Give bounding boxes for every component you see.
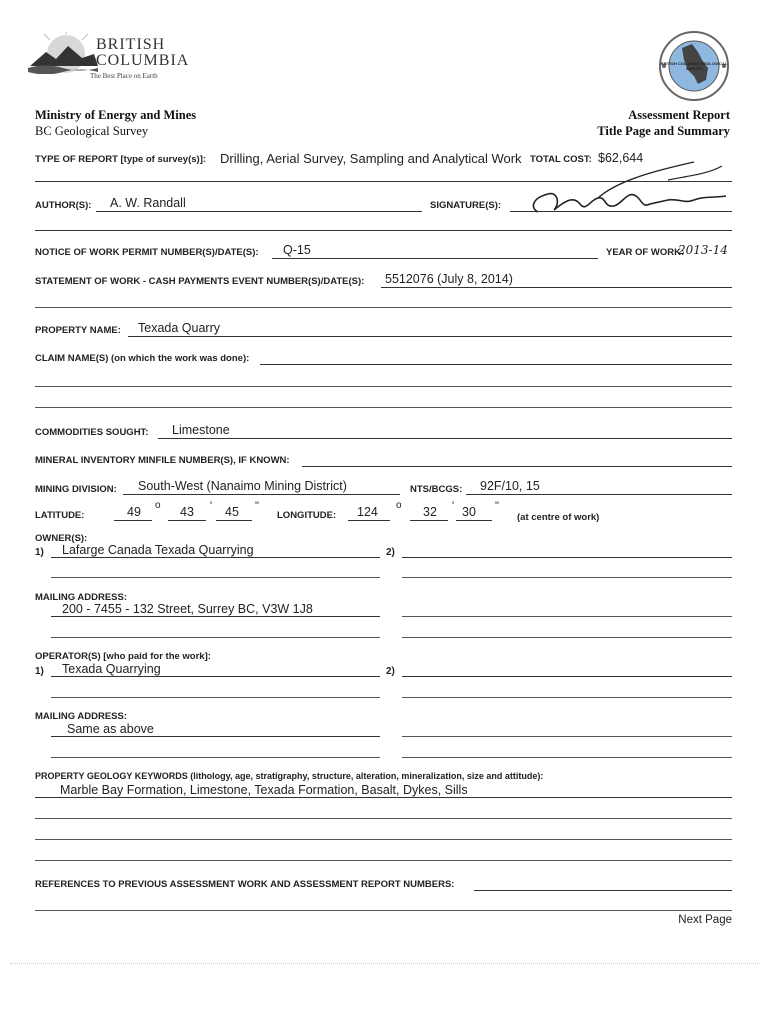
latitude-seconds[interactable]: 45: [225, 505, 239, 519]
references-label: REFERENCES TO PREVIOUS ASSESSMENT WORK AND ASSESSMENT REPORT NUMBERS:: [35, 879, 455, 890]
author-value[interactable]: A. W. Randall: [110, 196, 186, 210]
statement-line: [381, 287, 732, 288]
mailing-address-value[interactable]: 200 - 7455 - 132 Street, Surrey BC, V3W 1J8: [62, 602, 313, 616]
longitude-minutes[interactable]: 32: [423, 505, 437, 519]
minfile-label: MINERAL INVENTORY MINFILE NUMBER(S), IF KNOWN:: [35, 455, 290, 466]
references-line-1: [474, 890, 732, 891]
mailing-2-line-1: [51, 736, 380, 737]
operator-1-line: [51, 676, 380, 677]
author-label: AUTHOR(S):: [35, 200, 92, 211]
mining-division-line: [123, 494, 400, 495]
owner-1-number: 1): [35, 547, 44, 558]
year-of-work-label: YEAR OF WORK:: [606, 247, 685, 258]
geology-keywords-value[interactable]: Marble Bay Formation, Limestone, Texada Formation, Basalt, Dykes, Sills: [60, 783, 468, 797]
permit-value[interactable]: Q-15: [283, 243, 311, 257]
claim-line-1: [260, 364, 732, 365]
operator-2-line: [402, 676, 732, 677]
minfile-line: [302, 466, 732, 467]
mailing-line-2: [402, 616, 732, 617]
mailing-2-line-3: [51, 757, 380, 758]
bc-logo: [28, 30, 198, 84]
operator-2-number: 2): [386, 666, 395, 677]
nts-label: NTS/BCGS:: [410, 484, 463, 495]
commodities-label: COMMODITIES SOUGHT:: [35, 427, 149, 438]
operator-1-value[interactable]: Texada Quarrying: [62, 662, 161, 676]
permit-label: NOTICE OF WORK PERMIT NUMBER(S)/DATE(S):: [35, 247, 259, 258]
owner-2-number: 2): [386, 547, 395, 558]
logo-name-line2: COLUMBIA: [96, 52, 190, 69]
geology-line-4: [35, 860, 732, 861]
lat-deg-line: [114, 520, 152, 521]
logo-tagline: The Best Place on Earth: [90, 72, 158, 80]
longitude-seconds[interactable]: 30: [462, 505, 476, 519]
operator-2-extra-line: [402, 697, 732, 698]
mailing-line-3: [51, 637, 380, 638]
logo-name-line1: BRITISH: [96, 36, 166, 53]
commodities-line: [158, 438, 732, 439]
report-title-1: Assessment Report: [628, 108, 730, 122]
year-of-work-value[interactable]: 2013-14: [678, 243, 728, 257]
references-line-2: [35, 910, 732, 911]
next-page-link[interactable]: Next Page: [678, 914, 732, 926]
total-cost-value[interactable]: $62,644: [598, 151, 644, 165]
latitude-minutes[interactable]: 43: [180, 505, 194, 519]
permit-line: [272, 258, 598, 259]
lon-min-line: [410, 520, 448, 521]
lon-deg-line: [348, 520, 390, 521]
ministry-name: Ministry of Energy and Mines: [35, 108, 197, 122]
longitude-label: LONGITUDE:: [277, 510, 337, 521]
latitude-label: LATITUDE:: [35, 510, 85, 521]
sun-mountain-icon: [28, 32, 98, 74]
blank-line: [35, 307, 732, 308]
statement-value[interactable]: 5512076 (July 8, 2014): [385, 272, 513, 286]
geology-keywords-label: PROPERTY GEOLOGY KEYWORDS (lithology, age, stratigraphy, structure, alteration, mineralization, size and attitude):: [35, 771, 544, 781]
section-divider: [35, 230, 732, 231]
owner-1-extra-line: [51, 577, 380, 578]
property-name-value[interactable]: Texada Quarry: [138, 321, 220, 335]
signature-scribble: [518, 160, 748, 220]
mailing-2-line-4: [402, 757, 732, 758]
second-symbol: ": [495, 500, 499, 512]
survey-name: BC Geological Survey: [35, 124, 149, 138]
centre-of-work-note: (at centre of work): [517, 512, 600, 523]
minute-symbol: ': [452, 500, 455, 512]
commodities-value[interactable]: Limestone: [172, 423, 230, 437]
total-cost-label: TOTAL COST:: [530, 154, 592, 165]
author-line: [96, 211, 422, 212]
geology-line-1: [35, 797, 732, 798]
degree-symbol: o: [396, 500, 402, 511]
claim-line-2: [35, 386, 732, 387]
nts-line: [466, 494, 732, 495]
mailing-address-2-label: MAILING ADDRESS:: [35, 711, 128, 722]
operators-label: OPERATOR(S) [who paid for the work]:: [35, 651, 211, 662]
owner-2-extra-line: [402, 577, 732, 578]
latitude-degrees[interactable]: 49: [127, 505, 141, 519]
operator-1-extra-line: [51, 697, 380, 698]
mailing-address-label: MAILING ADDRESS:: [35, 592, 128, 603]
type-of-report-label: TYPE OF REPORT [type of survey(s)]:: [35, 154, 207, 165]
longitude-degrees[interactable]: 124: [357, 505, 378, 519]
report-title-2: Title Page and Summary: [597, 124, 730, 138]
signature-label: SIGNATURE(S):: [430, 200, 502, 211]
mailing-address-2-value[interactable]: Same as above: [67, 722, 154, 736]
mailing-line-1: [51, 616, 380, 617]
owner-1-value[interactable]: Lafarge Canada Texada Quarrying: [62, 543, 254, 557]
geology-line-2: [35, 818, 732, 819]
lat-min-line: [168, 520, 206, 521]
degree-symbol: o: [155, 500, 161, 511]
mining-division-label: MINING DIVISION:: [35, 484, 117, 495]
owners-label: OWNER(S):: [35, 533, 88, 544]
nts-value[interactable]: 92F/10, 15: [480, 479, 540, 493]
mailing-2-line-2: [402, 736, 732, 737]
minute-symbol: ': [210, 500, 213, 512]
geological-survey-seal: [658, 30, 730, 102]
scan-edge: [10, 963, 760, 964]
mailing-line-4: [402, 637, 732, 638]
property-line: [128, 336, 732, 337]
seal-text: BRITISH COLUMBIA GEOLOGICAL SURVEY: [660, 61, 728, 71]
lon-sec-line: [456, 520, 492, 521]
property-name-label: PROPERTY NAME:: [35, 325, 121, 336]
type-of-report-value[interactable]: Drilling, Aerial Survey, Sampling and Analytical Work: [220, 151, 522, 166]
claim-names-label: CLAIM NAME(S) (on which the work was done):: [35, 353, 250, 364]
owner-2-line: [402, 557, 732, 558]
geology-line-3: [35, 839, 732, 840]
owner-1-line: [51, 557, 380, 558]
lat-sec-line: [216, 520, 252, 521]
mining-division-value[interactable]: South-West (Nanaimo Mining District): [138, 479, 347, 493]
statement-label: STATEMENT OF WORK - CASH PAYMENTS EVENT NUMBER(S)/DATE(S):: [35, 276, 365, 287]
second-symbol: ": [255, 500, 259, 512]
operator-1-number: 1): [35, 666, 44, 677]
claim-line-3: [35, 407, 732, 408]
